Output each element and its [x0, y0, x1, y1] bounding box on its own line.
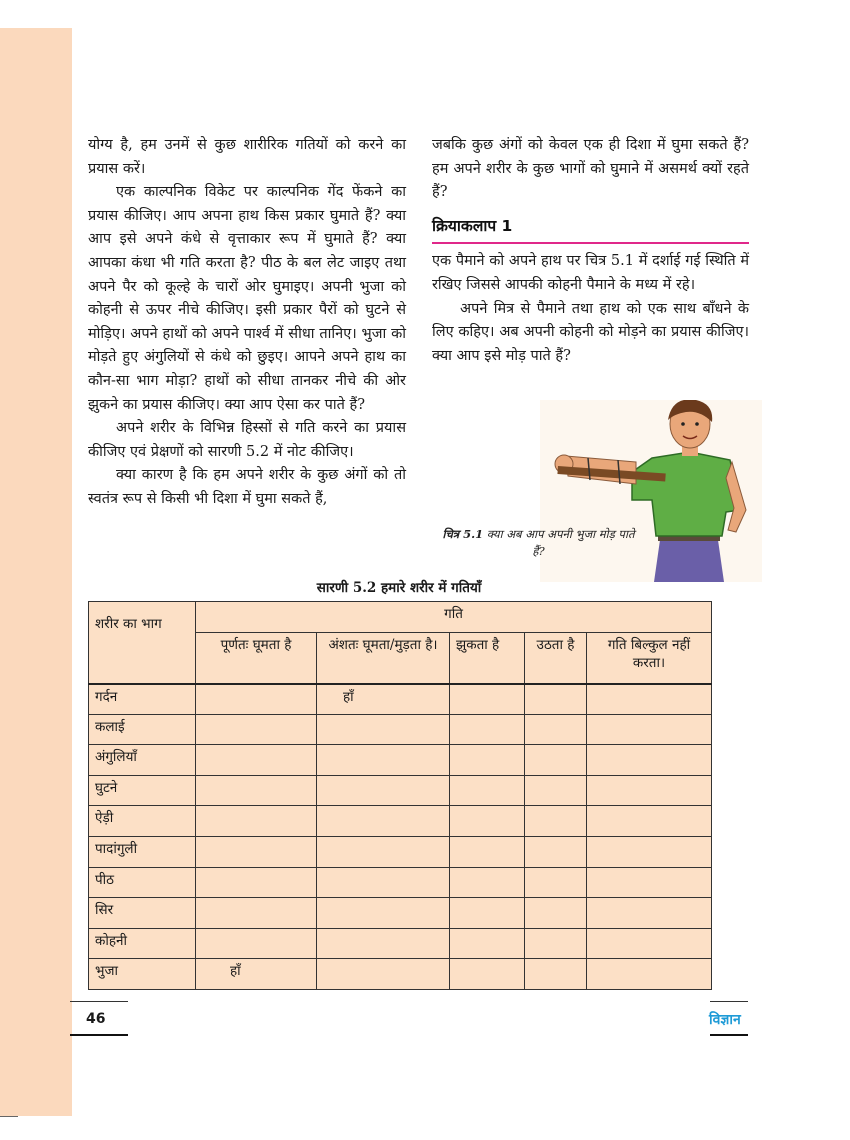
bends-cell [450, 867, 525, 898]
activity-heading: क्रियाकलाप 1 [432, 215, 749, 245]
bends-cell [450, 684, 525, 715]
paragraph: अपने मित्र से पैमाने तथा हाथ को एक साथ बाँधने के लिए कहिए। अब अपनी कोहनी को मोड़ने का प्रयास कीजिए। क्या आप इसे मोड़ पाते हैं? [432, 300, 749, 364]
lifts-cell [525, 684, 587, 715]
footer-rule [710, 1034, 748, 1036]
body-part-cell: कोहनी [89, 928, 196, 959]
partial-rotation-cell [317, 775, 450, 806]
no-movement-cell [587, 714, 712, 745]
full-rotation-cell [196, 775, 317, 806]
full-rotation-cell [196, 928, 317, 959]
header-partial-rotation: अंशतः घूमता/मुड़ता है। [317, 633, 450, 684]
no-movement-cell [587, 775, 712, 806]
no-movement-cell [587, 806, 712, 837]
full-rotation-cell [196, 684, 317, 715]
header-bends: झुकता है [450, 633, 525, 684]
paragraph: जबकि कुछ अंगों को केवल एक ही दिशा में घुमा सकते हैं? हम अपने शरीर के कुछ भागों को घुमाने में असमर्थ क्यों रहते हैं? [432, 137, 749, 201]
body-part-cell: गर्दन [89, 684, 196, 715]
table-body [89, 684, 712, 990]
table-row [89, 714, 712, 745]
bends-cell [450, 836, 525, 867]
lifts-cell [525, 714, 587, 745]
page-edge-mark [0, 1116, 18, 1117]
header-body-part: शरीर का भाग [89, 602, 196, 684]
partial-rotation-cell [317, 959, 450, 990]
paragraph: अपने शरीर के विभिन्न हिस्सों से गति करने का प्रयास कीजिए एवं प्रेक्षणों को सारणी 5.2 में नोट कीजिए। [88, 420, 406, 460]
paragraph: क्या कारण है कि हम अपने शरीर के कुछ अंगों को तो स्वतंत्र रूप से किसी भी दिशा में घुमा सकते हैं, [88, 467, 406, 507]
header-full-rotation: पूर्णतः घूमता है [196, 633, 317, 684]
lifts-cell [525, 806, 587, 837]
bends-cell [450, 898, 525, 929]
body-part-cell: भुजा [89, 959, 196, 990]
header-no-movement: गति बिल्कुल नहीं करता। [587, 633, 712, 684]
partial-rotation-cell [317, 714, 450, 745]
bends-cell [450, 745, 525, 776]
partial-rotation-cell [317, 745, 450, 776]
table-row [89, 775, 712, 806]
no-movement-cell [587, 836, 712, 867]
lifts-cell [525, 775, 587, 806]
table-row [89, 745, 712, 776]
left-text-column [88, 134, 406, 512]
partial-rotation-cell: हाँ [317, 684, 450, 715]
partial-rotation-cell [317, 806, 450, 837]
full-rotation-cell [196, 714, 317, 745]
full-rotation-cell: हाँ [196, 959, 317, 990]
header-movement: गति [196, 602, 712, 633]
figure-caption [436, 526, 641, 560]
full-rotation-cell [196, 867, 317, 898]
table-row [89, 684, 712, 715]
subject-label: विज्ञान [709, 1012, 741, 1028]
full-rotation-cell [196, 745, 317, 776]
table-title: सारणी 5.2 हमारे शरीर में गतियाँ [316, 580, 482, 596]
lifts-cell [525, 867, 587, 898]
page-number: 46 [86, 1011, 106, 1027]
table-row [89, 898, 712, 929]
table-row [89, 959, 712, 990]
no-movement-cell [587, 959, 712, 990]
table-row [89, 928, 712, 959]
no-movement-cell [587, 898, 712, 929]
table-row [89, 867, 712, 898]
bends-cell [450, 928, 525, 959]
bends-cell [450, 959, 525, 990]
body-part-cell: कलाई [89, 714, 196, 745]
eye-shape [681, 422, 685, 426]
partial-rotation-cell [317, 836, 450, 867]
body-part-cell: सिर [89, 898, 196, 929]
paragraph: योग्य है, हम उनमें से कुछ शारीरिक गतियों को करने का प्रयास करें। [88, 137, 406, 177]
no-movement-cell [587, 684, 712, 715]
table-row [89, 806, 712, 837]
right-text-column [432, 134, 749, 368]
lifts-cell [525, 959, 587, 990]
partial-rotation-cell [317, 898, 450, 929]
body-part-cell: पादांगुली [89, 836, 196, 867]
body-part-cell: पीठ [89, 867, 196, 898]
footer-rule [710, 1001, 748, 1002]
caption-label: चित्र 5.1 [442, 527, 484, 541]
bends-cell [450, 806, 525, 837]
movements-table [88, 601, 712, 990]
header-lifts: उठता है [525, 633, 587, 684]
lifts-cell [525, 928, 587, 959]
bends-cell [450, 714, 525, 745]
side-color-strip [0, 28, 72, 1116]
no-movement-cell [587, 745, 712, 776]
body-part-cell: अंगुलियाँ [89, 745, 196, 776]
lifts-cell [525, 745, 587, 776]
lifts-cell [525, 898, 587, 929]
paragraph: एक काल्पनिक विकेट पर काल्पनिक गेंद फेंकने का प्रयास कीजिए। आप अपना हाथ किस प्रकार घुमाते हैं? क्या आप इसे अपने कंधे से वृत्ताकार रूप में घुमाते हैं? क्या आपका कंधा भी गति करता है? पीठ के बल लेट जाइए तथा अपने पैर को कूल्हे के चारों ओर घुमाइए। अपनी भुजा को कोहनी से ऊपर नीचे कीजिए। इसी प्रकार पैरों को घुटने से मोड़िए। अपने हाथों को अपने पार्श्व में सीधा तानिए। भुजा को मोड़ते हुए अंगुलियों से कंधे को छुइए। आपने अपने हाथ का कौन-सा भाग मोड़ा? हाथों को सीधा तानकर नीचे की ओर झुकने का प्रयास कीजिए। क्या आप ऐसा कर पाते हैं? [88, 184, 406, 413]
footer-rule [70, 1001, 128, 1002]
full-rotation-cell [196, 836, 317, 867]
footer-rule [70, 1034, 128, 1036]
table-row [89, 836, 712, 867]
caption-text: क्या अब आप अपनी भुजा मोड़ पाते हैं? [486, 527, 635, 558]
no-movement-cell [587, 928, 712, 959]
pants-shape [654, 540, 724, 582]
shirt-shape [632, 452, 740, 536]
eye-shape [695, 422, 699, 426]
no-movement-cell [587, 867, 712, 898]
full-rotation-cell [196, 898, 317, 929]
paragraph: एक पैमाने को अपने हाथ पर चित्र 5.1 में दर्शाई गई स्थिति में रखिए जिससे आपकी कोहनी पैमाने के मध्य में रहे। [432, 253, 749, 293]
partial-rotation-cell [317, 928, 450, 959]
body-part-cell: घुटने [89, 775, 196, 806]
full-rotation-cell [196, 806, 317, 837]
body-part-cell: ऐड़ी [89, 806, 196, 837]
bends-cell [450, 775, 525, 806]
lifts-cell [525, 836, 587, 867]
partial-rotation-cell [317, 867, 450, 898]
